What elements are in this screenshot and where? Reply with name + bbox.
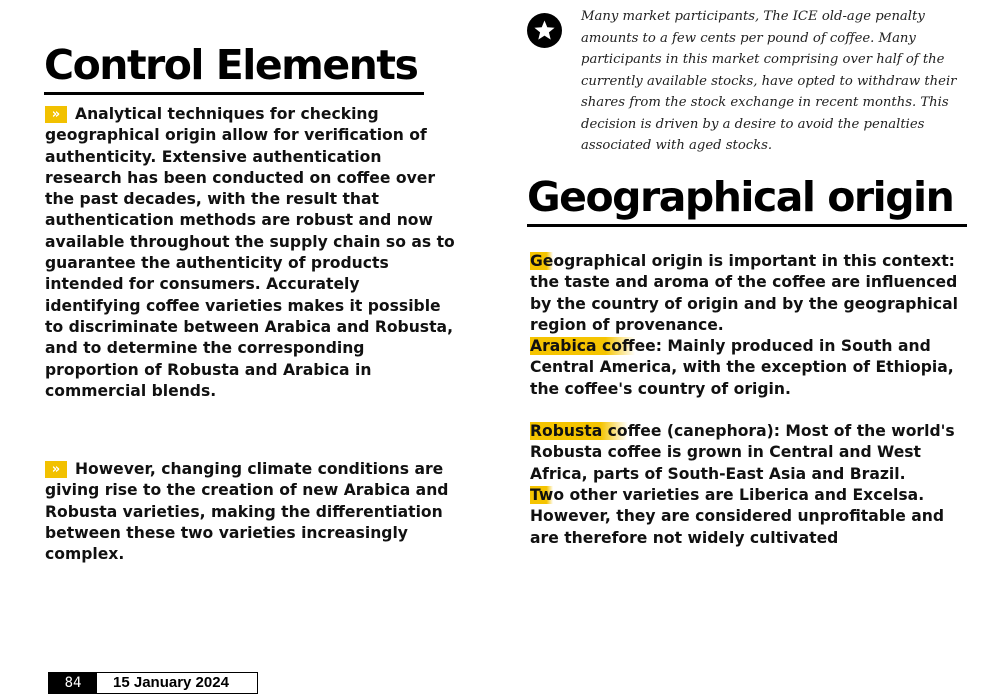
other-varieties-paragraph [530, 485, 970, 549]
paragraph-text: o other varieties are Liberica and Excelsa. However, they are considered unprofitable and are therefore not widely cultivated [530, 485, 945, 547]
section-title-text: Geographical origin [527, 173, 954, 221]
paragraph-text: Analytical techniques for checking geographical origin allow for verification of authenticity. Extensive authentication research has been conducted on coffee over the past decades, with the result that authentication methods are robust and now available throughout the supply chain so as to guarantee the authenticity of products intended for consumers. Accurately identifying coffee varieties makes it possible to discriminate between Arabica and Robusta, and to determine the corresponding proportion of Robusta and Arabica in commercial blends. [45, 105, 455, 400]
chevron-bullet-icon: » [45, 106, 67, 123]
left-paragraph-1 [45, 104, 460, 402]
market-note: Many market participants, The ICE old-age penalty amounts to a few cents per pound of coffee. Many participants in this market comprising over half of the currently available stocks, have opted to withdraw their shares from the stock exchange in recent months. This decision is driven by a desire to avoid the penalties associated with aged stocks. [581, 9, 957, 153]
title-underline [527, 224, 967, 227]
page-number: 84 [49, 673, 97, 693]
highlight-marker: Ge [530, 252, 554, 270]
star-icon [527, 13, 562, 48]
paragraph-text: However, changing climate conditions are giving rise to the creation of new Arabica and Robusta varieties, making the differentiation between these two varieties increasingly complex. [45, 460, 449, 564]
paragraph-text: fee: Mainly produced in South and Central America, with the exception of Ethiopia, the coffee's country of origin. [530, 337, 954, 398]
left-paragraph-2 [45, 459, 460, 565]
paragraph-gap [530, 400, 970, 421]
page-footer [48, 672, 258, 694]
section-title-geographical-origin [527, 172, 967, 227]
title-underline [44, 92, 424, 95]
section-title-text: Control Elements [44, 41, 418, 89]
paragraph-text: ographical origin is important in this context: the taste and aroma of the coffee are influenced by the country of origin and by the geographical region of provenance. [530, 252, 959, 334]
highlight-marker: Robusta co [530, 422, 628, 441]
section-title-control-elements [44, 40, 424, 95]
highlight-marker: Arabica cof [530, 337, 635, 356]
paragraph-text: ffee (canephora): Most of the world's Robusta coffee is grown in Central and West Africa, parts of South-East Asia and Brazil. [530, 422, 955, 483]
chevron-bullet-icon: » [45, 461, 67, 478]
publication-date: 15 January 2024 [97, 673, 257, 693]
robusta-paragraph [530, 421, 970, 485]
highlight-marker: Tw [530, 485, 554, 504]
geographical-origin-body [530, 251, 970, 549]
arabica-paragraph [530, 336, 970, 400]
origin-paragraph [530, 251, 970, 336]
